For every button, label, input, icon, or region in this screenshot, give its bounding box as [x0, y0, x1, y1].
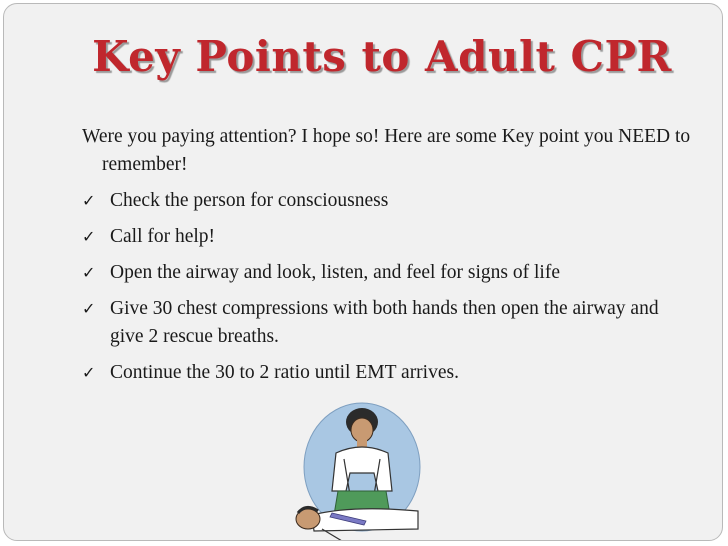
bullet-text: Call for help!: [110, 226, 216, 247]
slide-title: Key Points to Adult CPR: [92, 32, 672, 81]
victim-body: [312, 509, 418, 531]
cpr-illustration: [292, 395, 432, 541]
checkmark-icon: ✓: [82, 227, 96, 246]
bullet-text: Open the airway and look, listen, and feel for signs of life: [110, 262, 560, 283]
bullet-text: Check the person for consciousness: [110, 190, 389, 211]
checkmark-icon: ✓: [82, 263, 96, 282]
bullet-text: Continue the 30 to 2 ratio until EMT arrives.: [110, 362, 459, 383]
slide-body: [82, 123, 692, 395]
bullet-item: [82, 223, 692, 251]
bullet-item: [82, 295, 692, 351]
bullet-text: Give 30 chest compressions with both hands then open the airway and give 2 rescue breaths.: [110, 298, 659, 347]
bullet-item: [82, 359, 692, 387]
checkmark-icon: ✓: [82, 363, 96, 382]
checkmark-icon: ✓: [82, 299, 96, 318]
bullet-item: [82, 187, 692, 215]
slide: [3, 3, 723, 541]
rescuer-face: [351, 418, 373, 442]
intro-text: Were you paying attention? I hope so! Here are some Key point you NEED to remember!: [82, 126, 691, 175]
checkmark-icon: ✓: [82, 191, 96, 210]
bullet-item: [82, 259, 692, 287]
